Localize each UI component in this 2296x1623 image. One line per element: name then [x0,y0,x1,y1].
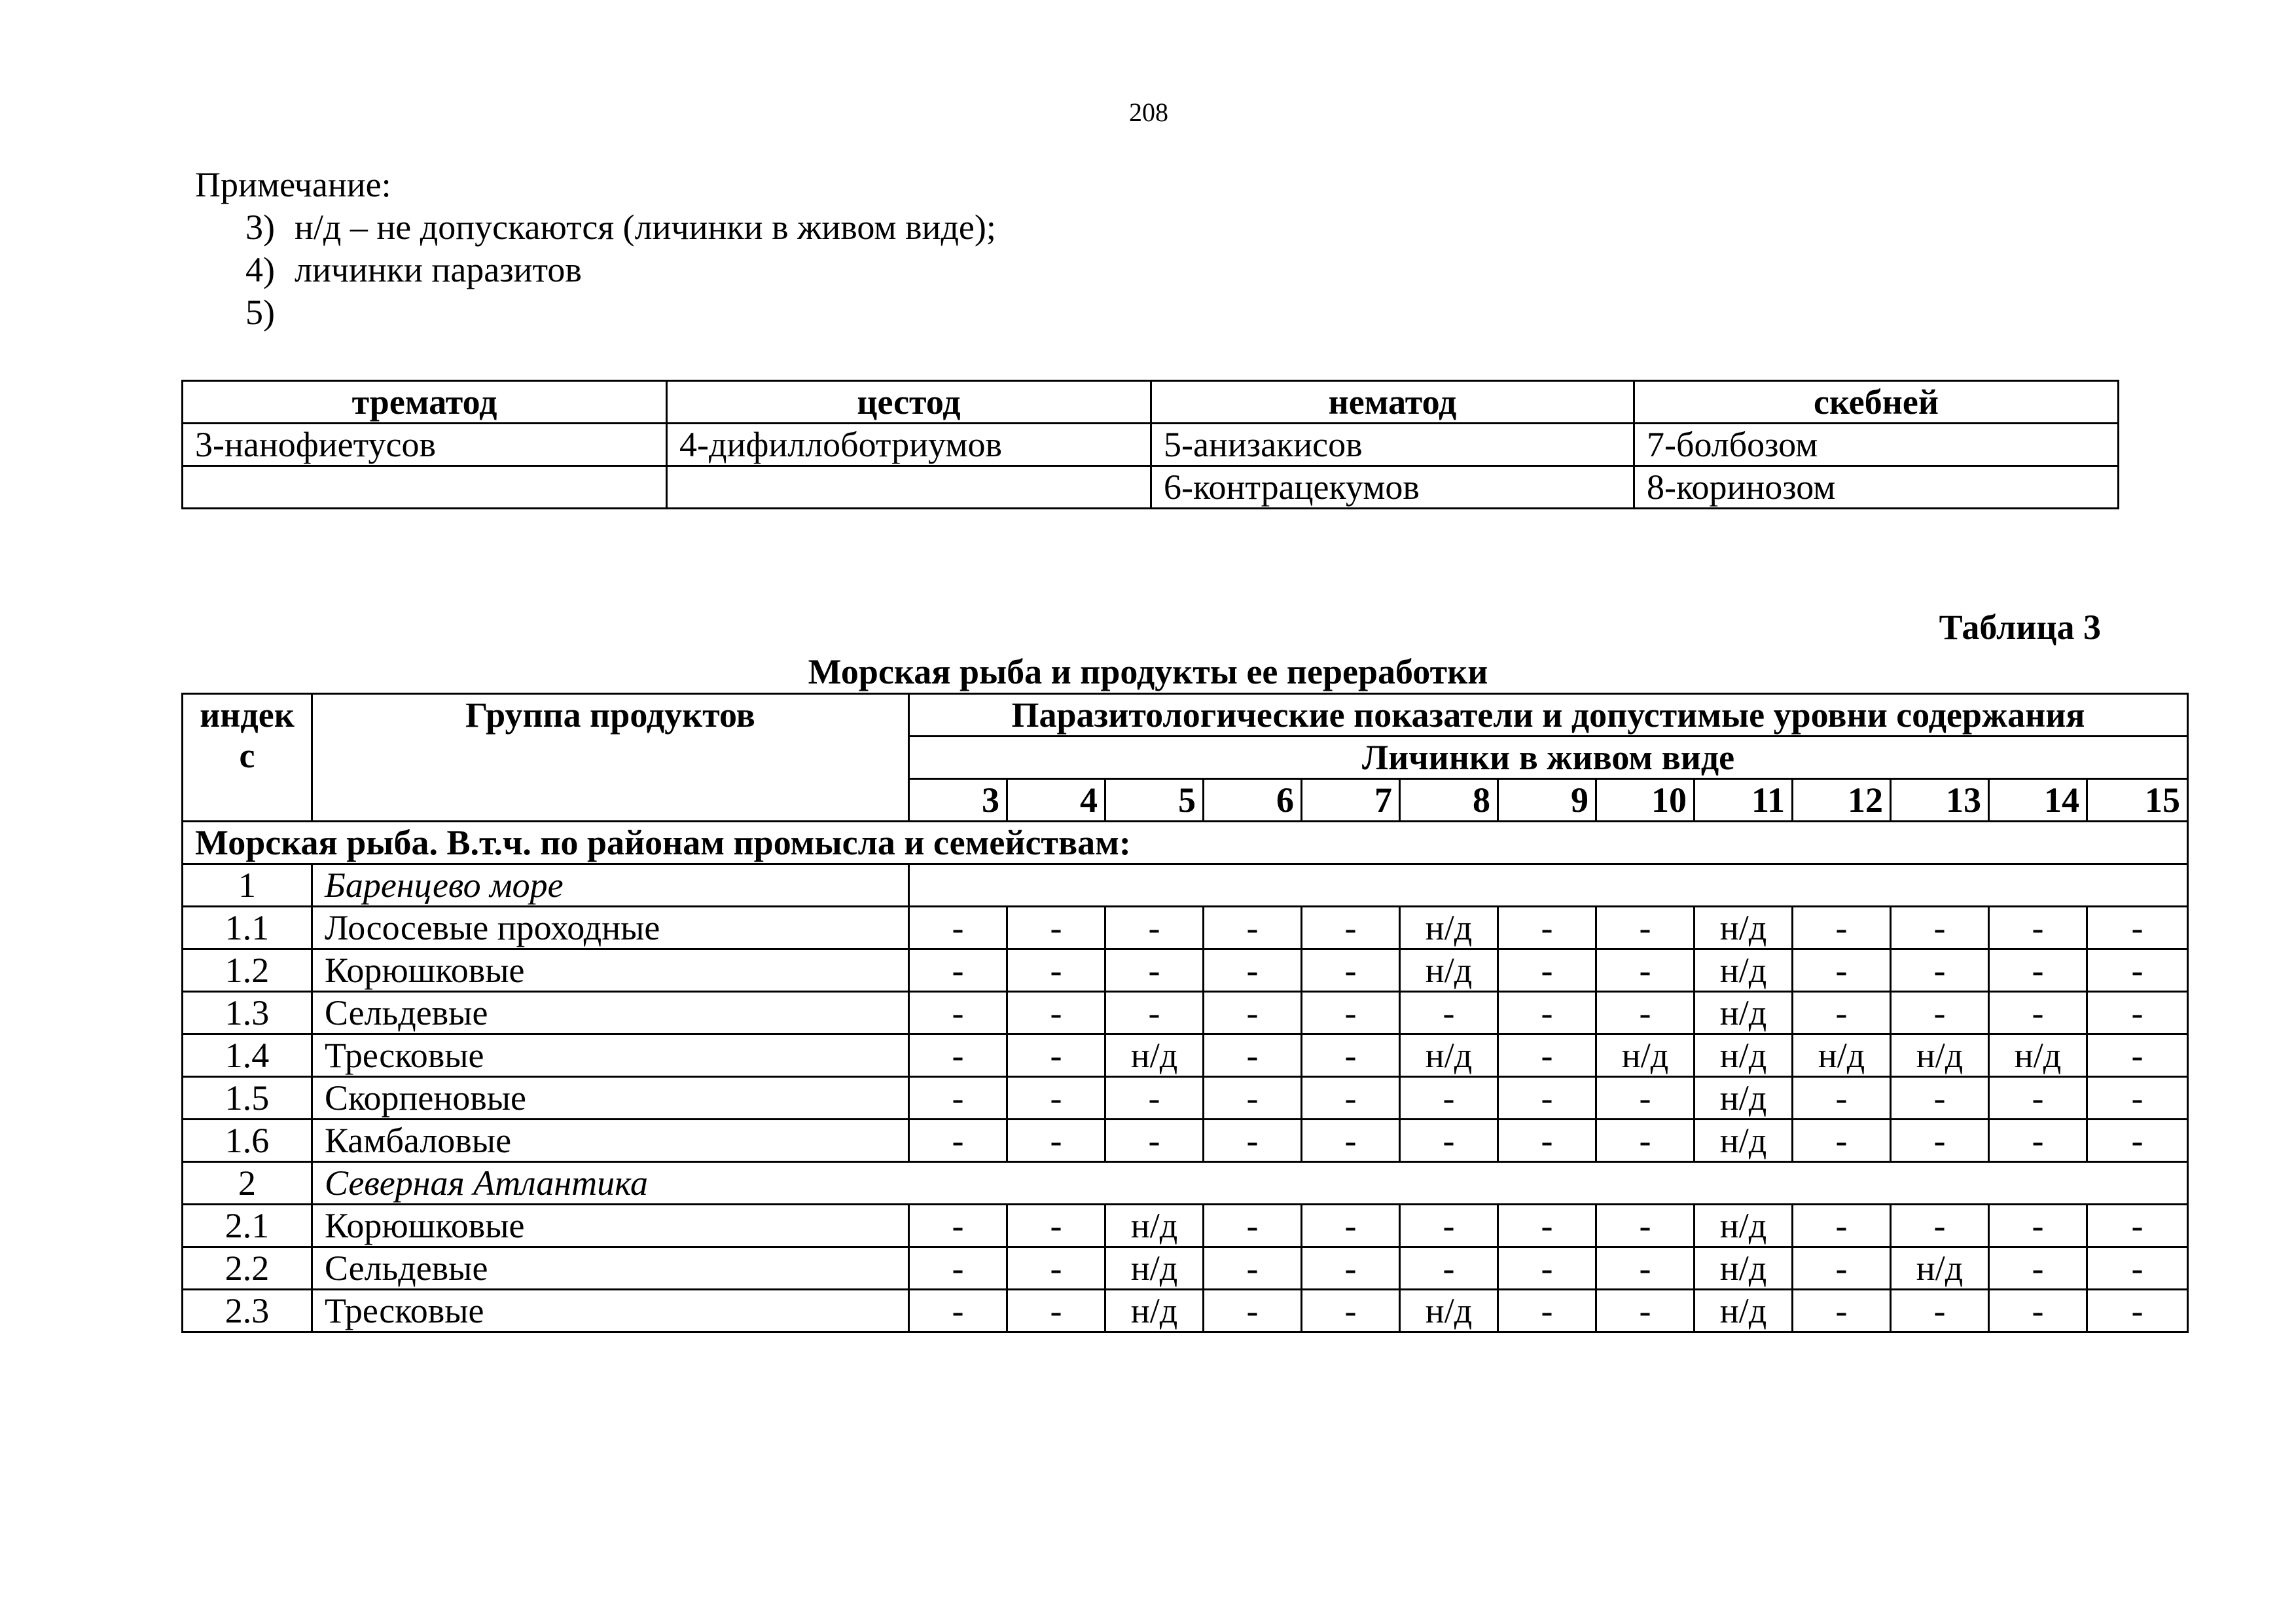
note-item-number: 4) [245,250,275,289]
parasite-cell: 3-нанофиетусов [183,424,667,466]
indicator-value-cell: - [1989,949,2087,992]
row-index: 1.3 [183,992,312,1034]
indicator-value-cell: - [1400,1077,1498,1120]
product-group-name: Корюшковые [312,949,909,992]
product-group-name: Тресковые [312,1290,909,1332]
parasite-classification-table [181,380,2119,509]
indicator-value-cell: - [1891,907,1989,949]
product-group-name: Скорпеновые [312,1077,909,1120]
indicator-value-cell: н/д [1695,992,1793,1034]
indicator-value-cell: - [909,907,1007,949]
indicator-value-cell: - [1007,949,1105,992]
indicator-value-cell: - [1989,1247,2087,1290]
column-number-header: 10 [1596,779,1695,822]
header-live-larvae: Личинки в живом виде [909,737,2188,779]
indicator-value-cell: - [1891,1290,1989,1332]
indicator-value-cell: н/д [1105,1034,1204,1077]
indicator-value-cell: - [1793,1205,1891,1247]
indicator-value-cell: - [1204,1205,1302,1247]
indicator-value-cell: - [1793,1247,1891,1290]
indicator-value-cell: - [1105,949,1204,992]
indicator-value-cell: - [1302,1205,1400,1247]
indicator-value-cell: - [1204,949,1302,992]
indicator-value-cell: - [1204,1290,1302,1332]
column-number-header: 4 [1007,779,1105,822]
indicator-value-cell: н/д [1400,949,1498,992]
indicator-value-cell: - [1793,949,1891,992]
table-row [183,1077,2188,1120]
indicator-value-cell: - [1204,1077,1302,1120]
indicator-value-cell: - [1007,992,1105,1034]
indicator-value-cell: - [1989,907,2087,949]
product-group-name: Корюшковые [312,1205,909,1247]
note-item-number: 5) [245,293,275,332]
column-number-header: 9 [1498,779,1596,822]
region-empty-cell [909,864,2188,907]
page-number: 208 [1129,98,1168,127]
indicator-value-cell: - [1400,1247,1498,1290]
indicator-value-cell: н/д [1695,1120,1793,1162]
indicator-value-cell: - [2087,992,2188,1034]
indicator-value-cell: н/д [1695,949,1793,992]
column-number-header: 14 [1989,779,2087,822]
header-index: индекс [183,694,312,822]
indicator-value-cell: н/д [1105,1247,1204,1290]
indicator-value-cell: - [1793,992,1891,1034]
indicator-value-cell: н/д [1400,907,1498,949]
indicator-value-cell: н/д [1695,1077,1793,1120]
indicator-value-cell: - [1302,907,1400,949]
indicator-value-cell: - [1793,907,1891,949]
indicator-value-cell: - [1302,1247,1400,1290]
note-title: Примечание: [195,165,391,204]
indicator-value-cell: - [909,992,1007,1034]
indicator-value-cell: н/д [1989,1034,2087,1077]
indicator-value-cell: - [909,949,1007,992]
indicator-value-cell: - [1891,949,1989,992]
indicator-value-cell: - [909,1247,1007,1290]
indicator-value-cell: - [1007,1120,1105,1162]
indicator-value-cell: - [1891,992,1989,1034]
column-number-header: 13 [1891,779,1989,822]
indicator-value-cell: - [2087,1247,2188,1290]
product-group-name: Тресковые [312,1034,909,1077]
indicator-value-cell: н/д [1891,1247,1989,1290]
table-row [183,907,2188,949]
parasite-cell: 6-контрацекумов [1151,466,1634,509]
indicator-value-cell: - [1302,1120,1400,1162]
header-trematodes: трематод [183,381,667,424]
parasite-cell [183,466,667,509]
indicator-value-cell: - [1007,1077,1105,1120]
indicator-value-cell: - [1498,1077,1596,1120]
header-acanthocephalans: скебней [1634,381,2119,424]
indicator-value-cell: - [1498,1034,1596,1077]
indicator-value-cell: - [1891,1205,1989,1247]
indicator-value-cell: - [1302,949,1400,992]
region-name: Баренцево море [312,864,909,907]
note-item-text: н/д – не допускаются (личинки в живом виде); [295,208,996,247]
indicator-value-cell: - [1302,1034,1400,1077]
indicator-value-cell: - [1989,992,2087,1034]
indicator-value-cell: - [1400,1120,1498,1162]
indicator-value-cell: - [1498,949,1596,992]
indicator-value-cell: - [1498,907,1596,949]
indicator-value-cell: - [1007,907,1105,949]
column-number-header: 7 [1302,779,1400,822]
table-row [183,992,2188,1034]
row-index: 1.5 [183,1077,312,1120]
column-number-header: 3 [909,779,1007,822]
indicator-value-cell: - [1400,1205,1498,1247]
header-parasitological-indicators: Паразитологические показатели и допустимые уровни содержания [909,694,2188,737]
indicator-value-cell: - [1105,1120,1204,1162]
indicator-value-cell: н/д [1596,1034,1695,1077]
indicator-value-cell: - [1989,1290,2087,1332]
indicator-value-cell: - [1007,1205,1105,1247]
table-row [183,1205,2188,1247]
table-row [183,1034,2188,1077]
parasite-cell [667,466,1151,509]
indicator-value-cell: - [909,1034,1007,1077]
product-group-name: Сельдевые [312,1247,909,1290]
row-index: 2.3 [183,1290,312,1332]
indicator-value-cell: н/д [1400,1034,1498,1077]
column-number-header: 5 [1105,779,1204,822]
indicator-value-cell: - [1498,1247,1596,1290]
column-number-header: 11 [1695,779,1793,822]
indicator-value-cell: - [1498,1120,1596,1162]
parasite-cell: 4-дифиллоботриумов [667,424,1151,466]
indicator-value-cell: - [1793,1077,1891,1120]
indicator-value-cell: - [1204,907,1302,949]
indicator-value-cell: - [1302,1077,1400,1120]
indicator-value-cell: - [1204,1034,1302,1077]
column-number-header: 15 [2087,779,2188,822]
note-item-4 [245,249,582,291]
header-row-1 [183,694,2188,737]
parasite-cell: 8-коринозом [1634,466,2119,509]
indicator-value-cell: - [1596,992,1695,1034]
indicator-value-cell: - [1596,1120,1695,1162]
column-number-header: 12 [1793,779,1891,822]
indicator-value-cell: н/д [1695,907,1793,949]
indicator-value-cell: н/д [1695,1205,1793,1247]
indicator-value-cell: н/д [1891,1034,1989,1077]
row-index: 1.4 [183,1034,312,1077]
indicator-value-cell: - [2087,1077,2188,1120]
parasite-cell: 5-анизакисов [1151,424,1634,466]
region-index: 1 [183,864,312,907]
product-group-name: Лососевые проходные [312,907,909,949]
indicator-value-cell: - [1204,992,1302,1034]
indicator-value-cell: - [1105,992,1204,1034]
region-row [183,864,2188,907]
indicator-value-cell: - [1793,1290,1891,1332]
marine-fish-table [181,693,2189,1333]
indicator-value-cell: - [2087,907,2188,949]
indicator-value-cell: - [2087,1205,2188,1247]
region-row [183,1162,2188,1205]
indicator-value-cell: - [1793,1120,1891,1162]
indicator-value-cell: - [1596,1077,1695,1120]
indicator-value-cell: - [1891,1120,1989,1162]
indicator-value-cell: - [1302,992,1400,1034]
row-index: 2.1 [183,1205,312,1247]
indicator-value-cell: - [1891,1077,1989,1120]
table-title: Морская рыба и продукты ее переработки [808,652,1488,691]
indicator-value-cell: - [909,1290,1007,1332]
indicator-value-cell: н/д [1400,1290,1498,1332]
indicator-value-cell: - [2087,1290,2188,1332]
indicator-value-cell: - [1204,1247,1302,1290]
indicator-value-cell: - [1498,1205,1596,1247]
header-cestodes: цестод [667,381,1151,424]
note-item-number: 3) [245,208,275,247]
indicator-value-cell: - [1596,1247,1695,1290]
indicator-value-cell: - [1989,1077,2087,1120]
indicator-value-cell: - [2087,1034,2188,1077]
note-item-5 [245,291,295,333]
product-group-name: Сельдевые [312,992,909,1034]
indicator-value-cell: - [1596,1205,1695,1247]
note-item-3 [245,206,996,248]
indicator-value-cell: н/д [1695,1247,1793,1290]
region-name: Северная Атлантика [312,1162,2188,1205]
indicator-value-cell: - [909,1120,1007,1162]
parasite-header-row [183,381,2119,424]
indicator-value-cell: н/д [1105,1205,1204,1247]
indicator-value-cell: - [909,1205,1007,1247]
indicator-value-cell: - [2087,949,2188,992]
parasite-row [183,466,2119,509]
indicator-value-cell: - [1007,1247,1105,1290]
indicator-value-cell: н/д [1105,1290,1204,1332]
table-row [183,1247,2188,1290]
indicator-value-cell: н/д [1695,1034,1793,1077]
indicator-value-cell: - [1105,907,1204,949]
indicator-value-cell: - [1498,1290,1596,1332]
table-row [183,1290,2188,1332]
table-row [183,1120,2188,1162]
indicator-value-cell: - [1007,1034,1105,1077]
row-index: 2.2 [183,1247,312,1290]
indicator-value-cell: - [1989,1205,2087,1247]
indicator-value-cell: н/д [1695,1290,1793,1332]
header-product-group: Группа продуктов [312,694,909,822]
parasite-row [183,424,2119,466]
indicator-value-cell: - [909,1077,1007,1120]
indicator-value-cell: - [1596,949,1695,992]
row-index: 1.2 [183,949,312,992]
header-nematodes: нематод [1151,381,1634,424]
indicator-value-cell: - [1007,1290,1105,1332]
column-number-header: 8 [1400,779,1498,822]
indicator-value-cell: - [1302,1290,1400,1332]
row-index: 1.1 [183,907,312,949]
indicator-value-cell: - [1105,1077,1204,1120]
region-index: 2 [183,1162,312,1205]
row-index: 1.6 [183,1120,312,1162]
column-number-header: 6 [1204,779,1302,822]
note-item-text: личинки паразитов [295,250,582,289]
product-group-name: Камбаловые [312,1120,909,1162]
section-row [183,822,2188,864]
indicator-value-cell: - [1400,992,1498,1034]
indicator-value-cell: н/д [1793,1034,1891,1077]
indicator-value-cell: - [1596,1290,1695,1332]
table-number: Таблица 3 [1939,608,2101,647]
parasite-cell: 7-болбозом [1634,424,2119,466]
indicator-value-cell: - [1498,992,1596,1034]
section-title: Морская рыба. В.т.ч. по районам промысла и семействам: [183,822,2188,864]
indicator-value-cell: - [2087,1120,2188,1162]
indicator-value-cell: - [1989,1120,2087,1162]
table-row [183,949,2188,992]
indicator-value-cell: - [1596,907,1695,949]
indicator-value-cell: - [1204,1120,1302,1162]
